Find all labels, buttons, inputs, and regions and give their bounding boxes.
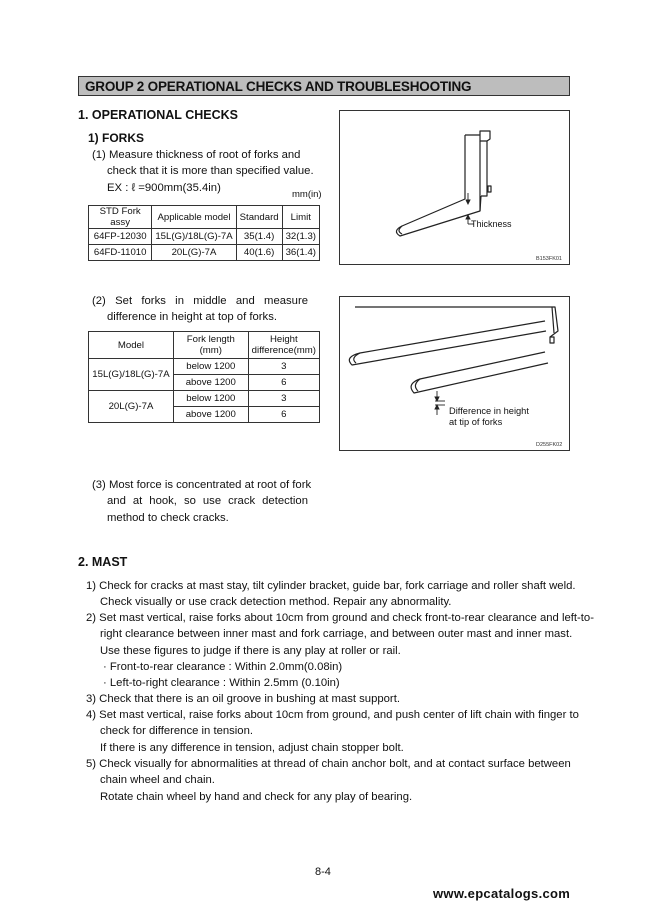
mast-line: 2) Set mast vertical, raise forks about 10cm from ground and check front-to-rear clearance and left-to-: [86, 612, 594, 624]
fork-length-unit: (mm): [199, 345, 222, 356]
height-diff-label-line1: Difference in height: [449, 406, 529, 416]
mast-line: · Front-to-rear clearance : Within 2.0mm(0.08in): [103, 661, 343, 673]
fork-height-table: [88, 331, 320, 423]
subsection-forks-title: 1) FORKS: [88, 131, 145, 145]
table-cell: 40(1.6): [236, 245, 282, 261]
page-number: 8-4: [315, 866, 331, 878]
table-cell: 64FP-12030: [89, 229, 152, 245]
item1-line1: (1) Measure thickness of root of forks and: [92, 149, 301, 161]
table-cell: 20L(G)-7A: [152, 245, 236, 261]
table-header-cell: Standard: [236, 206, 282, 229]
item1-line2: check that it is more than specified value.: [107, 165, 314, 177]
table-cell: 15L(G)/18L(G)-7A: [152, 229, 236, 245]
section-mast-title: 2. MAST: [78, 555, 128, 569]
watermark-url: www.epcatalogs.com: [433, 886, 571, 901]
table-header-cell: [173, 332, 248, 359]
table-cell: above 1200: [173, 407, 248, 423]
table-row: [89, 245, 320, 261]
section-operational-checks-title: 1. OPERATIONAL CHECKS: [78, 108, 238, 122]
table-cell-model: 15L(G)/18L(G)-7A: [89, 359, 174, 391]
table-row: [89, 359, 320, 375]
table-header-row: [89, 332, 320, 359]
mast-line: · Left-to-right clearance : Within 2.5mm (0.10in): [103, 677, 340, 689]
figure-code: B153FK01: [536, 256, 562, 262]
mast-line: Use these figures to judge if there is any play at roller or rail.: [100, 645, 401, 657]
item3-line3: method to check cracks.: [107, 512, 229, 524]
height-diff-header: Height: [269, 334, 298, 345]
thickness-label: Thickness: [471, 219, 512, 229]
mast-line: If there is any difference in tension, adjust chain stopper bolt.: [100, 742, 404, 754]
table-cell: 6: [248, 375, 319, 391]
mast-line: 3) Check that there is an oil groove in bushing at mast support.: [86, 693, 400, 705]
mast-line: 1) Check for cracks at mast stay, tilt cylinder bracket, guide bar, fork carriage and roller shaft weld.: [86, 580, 576, 592]
table-cell: 64FD-11010: [89, 245, 152, 261]
mast-line: chain wheel and chain.: [100, 774, 215, 786]
group-title: GROUP 2 OPERATIONAL CHECKS AND TROUBLESHOOTING: [85, 79, 472, 94]
mast-line: right clearance between inner mast and fork carriage, and between outer mast and inner mast.: [100, 628, 573, 640]
mast-line: 4) Set mast vertical, raise forks about 10cm from ground, and push center of lift chain with finger to: [86, 709, 579, 721]
table-cell: 3: [248, 391, 319, 407]
example-text: EX : ℓ =900mm(35.4in): [107, 182, 221, 194]
mast-line: Rotate chain wheel by hand and check for any play of bearing.: [100, 791, 413, 803]
table-cell-model: 20L(G)-7A: [89, 391, 174, 423]
table-header-cell: Limit: [282, 206, 319, 229]
item2-line2: difference in height at top of forks.: [107, 311, 277, 323]
fork-thickness-figure: [339, 110, 570, 265]
group-header-bar: [78, 76, 570, 96]
table-row: [89, 229, 320, 245]
height-diff-label-line2: at tip of forks: [449, 417, 503, 427]
table-cell: 35(1.4): [236, 229, 282, 245]
fork-height-figure: [339, 296, 570, 451]
fork-length-header: Fork length: [186, 334, 235, 345]
height-diff-unit: difference(mm): [251, 345, 316, 356]
item3-line2: and at hook, so use crack detection: [107, 495, 308, 507]
table-header-cell: [248, 332, 319, 359]
table-row: [89, 391, 320, 407]
table-cell: below 1200: [173, 359, 248, 375]
fork-height-drawing: [340, 297, 569, 450]
item3-line1: (3) Most force is concentrated at root of fork: [92, 479, 312, 491]
table-cell: 36(1.4): [282, 245, 319, 261]
table-header-cell: Applicable model: [152, 206, 236, 229]
table-header-row: [89, 206, 320, 229]
figure-code: D255FK02: [536, 442, 563, 448]
fork-thickness-table: [88, 205, 320, 261]
table-header-cell: Model: [89, 332, 174, 359]
mast-line: 5) Check visually for abnormalities at thread of chain anchor bolt, and at contact surface between: [86, 758, 571, 770]
table-cell: below 1200: [173, 391, 248, 407]
item2-line1: (2) Set forks in middle and measure: [92, 295, 308, 307]
table-cell: 3: [248, 359, 319, 375]
table-cell: 32(1.3): [282, 229, 319, 245]
table-cell: 6: [248, 407, 319, 423]
unit-label: mm(in): [292, 189, 322, 200]
table-header-cell: STD Fork assy: [89, 206, 152, 229]
fork-thickness-drawing: [340, 111, 569, 264]
mast-line: check for difference in tension.: [100, 725, 254, 737]
table-cell: above 1200: [173, 375, 248, 391]
mast-line: Check visually or use crack detection method. Repair any abnormality.: [100, 596, 452, 608]
